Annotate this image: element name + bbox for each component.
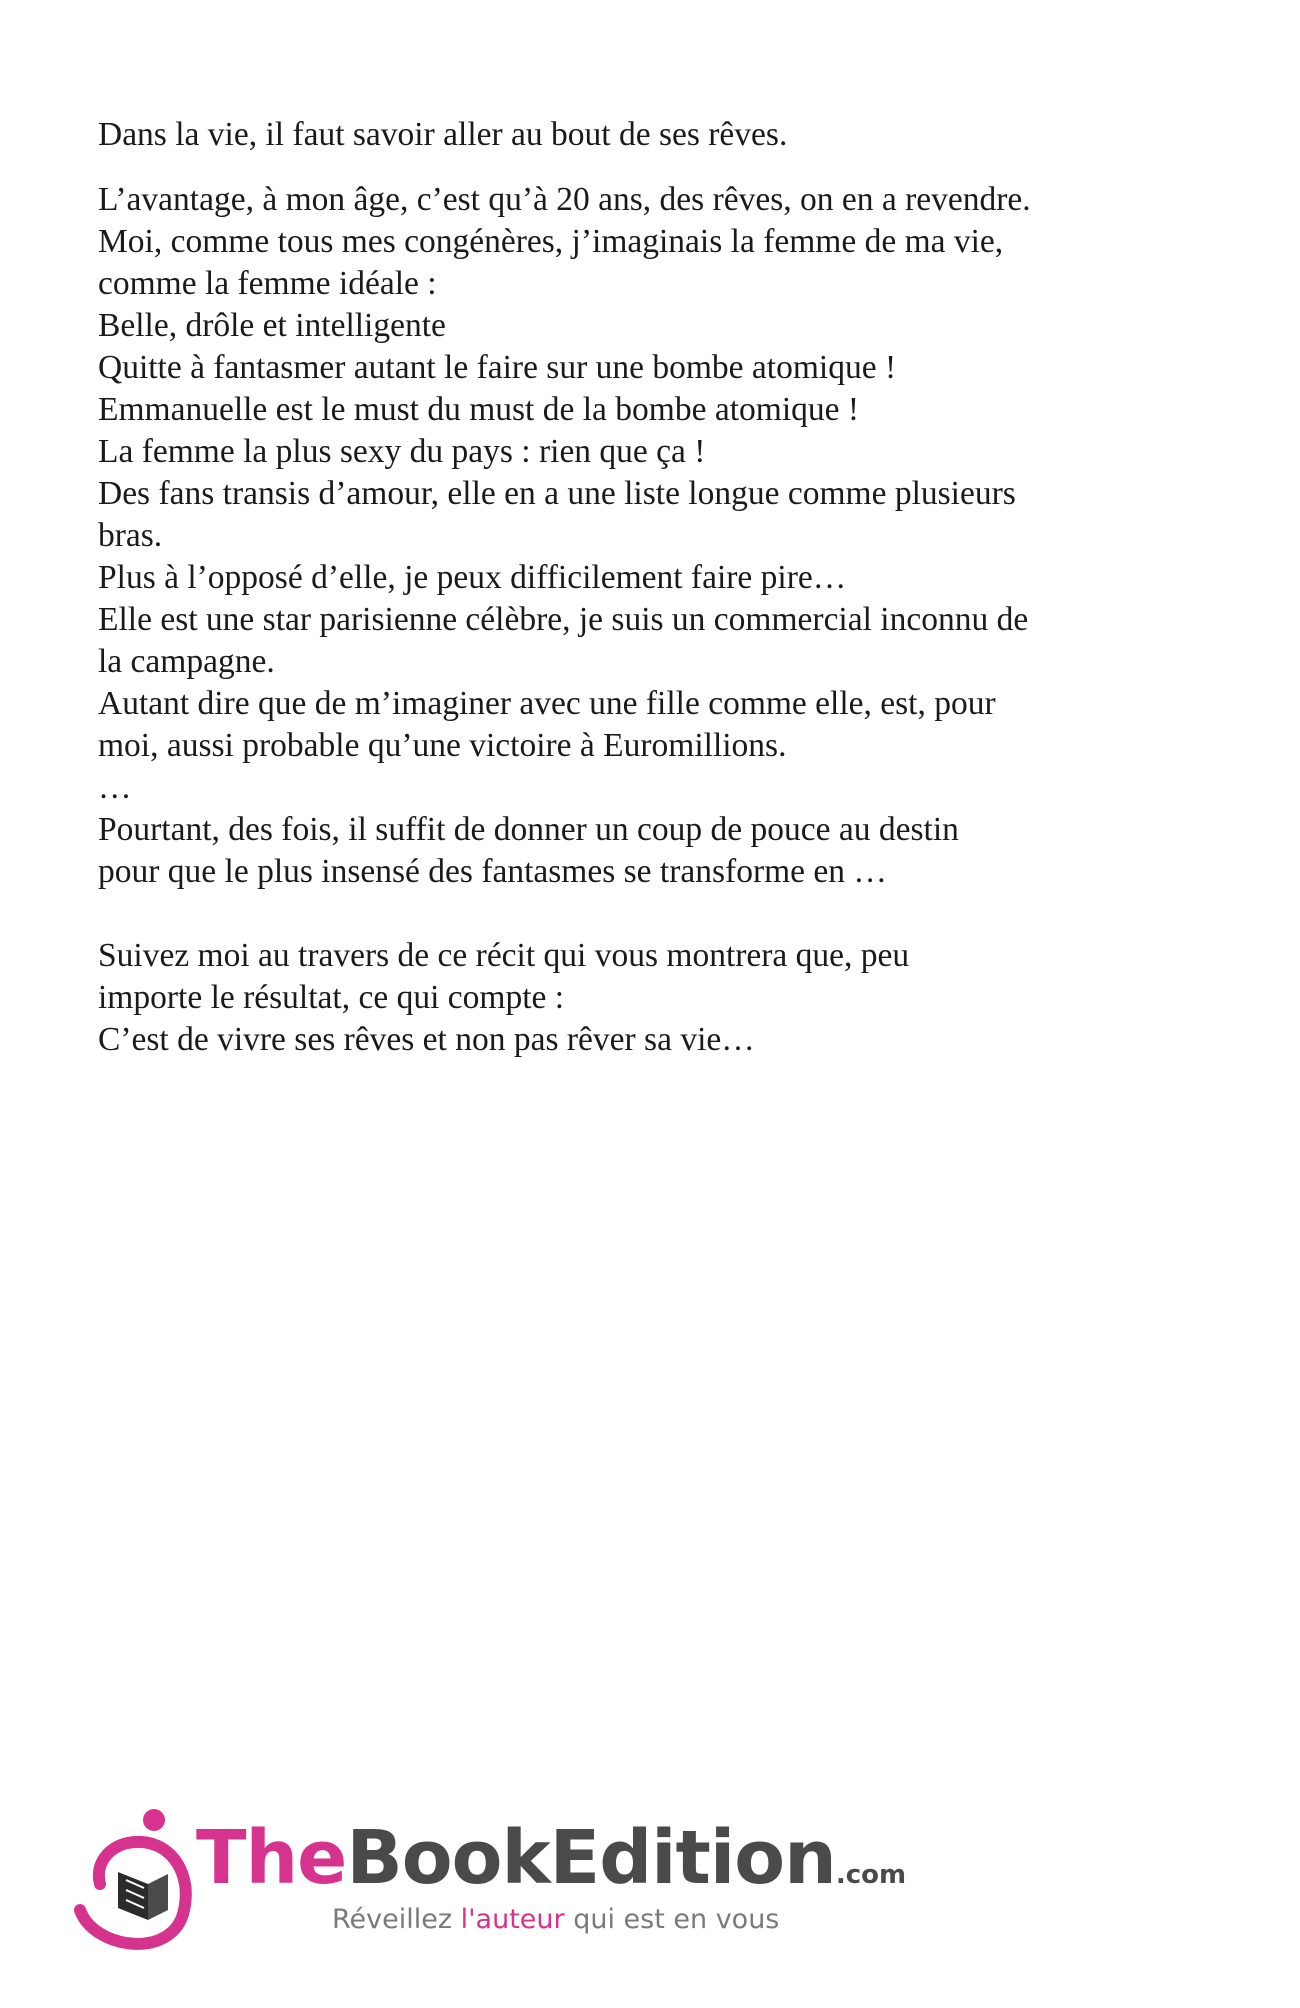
text-line: comme la femme idéale : <box>98 265 437 302</box>
text-line: Quitte à fantasmer autant le faire sur une bombe atomique ! <box>98 349 897 386</box>
paragraph-spacer <box>98 893 1218 935</box>
paragraph-intro: Dans la vie, il faut savoir aller au bout de ses rêves. <box>98 116 788 153</box>
text-line: Pourtant, des fois, il suffit de donner un coup de pouce au destin <box>98 811 959 848</box>
text-line: importe le résultat, ce qui compte : <box>98 979 565 1016</box>
book-person-icon <box>64 1800 214 1950</box>
publisher-logo <box>64 1800 907 1960</box>
tagline-accent: l'auteur <box>460 1904 565 1935</box>
brand-wordmark <box>196 1815 907 1915</box>
text-line: La femme la plus sexy du pays : rien que ça ! <box>98 433 706 470</box>
brand-book: Book <box>346 1815 550 1901</box>
text-line: Emmanuelle est le must du must de la bombe atomique ! <box>98 391 860 428</box>
brand-tagline <box>332 1904 779 1935</box>
paragraph-conclusion <box>98 935 1218 1061</box>
paragraph-story <box>98 179 1218 893</box>
text-line: Suivez moi au travers de ce récit qui vous montrera que, peu <box>98 937 910 974</box>
brand-the: The <box>196 1815 347 1901</box>
text-line: … <box>98 769 132 806</box>
text-line: Autant dire que de m’imaginer avec une fille comme elle, est, pour <box>98 685 996 722</box>
tagline-post: qui est en vous <box>564 1904 780 1935</box>
tagline-pre: Réveillez <box>332 1904 461 1935</box>
text-line: C’est de vivre ses rêves et non pas rêver sa vie… <box>98 1021 755 1058</box>
brand-edition: Edition <box>549 1815 836 1901</box>
text-line: bras. <box>98 517 163 554</box>
body-text <box>98 114 1218 1061</box>
text-line: Elle est une star parisienne célèbre, je suis un commercial inconnu de <box>98 601 1029 638</box>
brand-tld: .com <box>835 1860 907 1890</box>
text-line: L’avantage, à mon âge, c’est qu’à 20 ans, des rêves, on en a revendre. <box>98 181 1031 218</box>
text-line: pour que le plus insensé des fantasmes se transforme en … <box>98 853 887 890</box>
text-line: Belle, drôle et intelligente <box>98 307 446 344</box>
text-line: la campagne. <box>98 643 275 680</box>
text-line: Plus à l’opposé d’elle, je peux difficilement faire pire… <box>98 559 847 596</box>
text-line: Moi, comme tous mes congénères, j’imaginais la femme de ma vie, <box>98 223 1004 260</box>
text-line: Des fans transis d’amour, elle en a une liste longue comme plusieurs <box>98 475 1016 512</box>
text-line: moi, aussi probable qu’une victoire à Euromillions. <box>98 727 787 764</box>
